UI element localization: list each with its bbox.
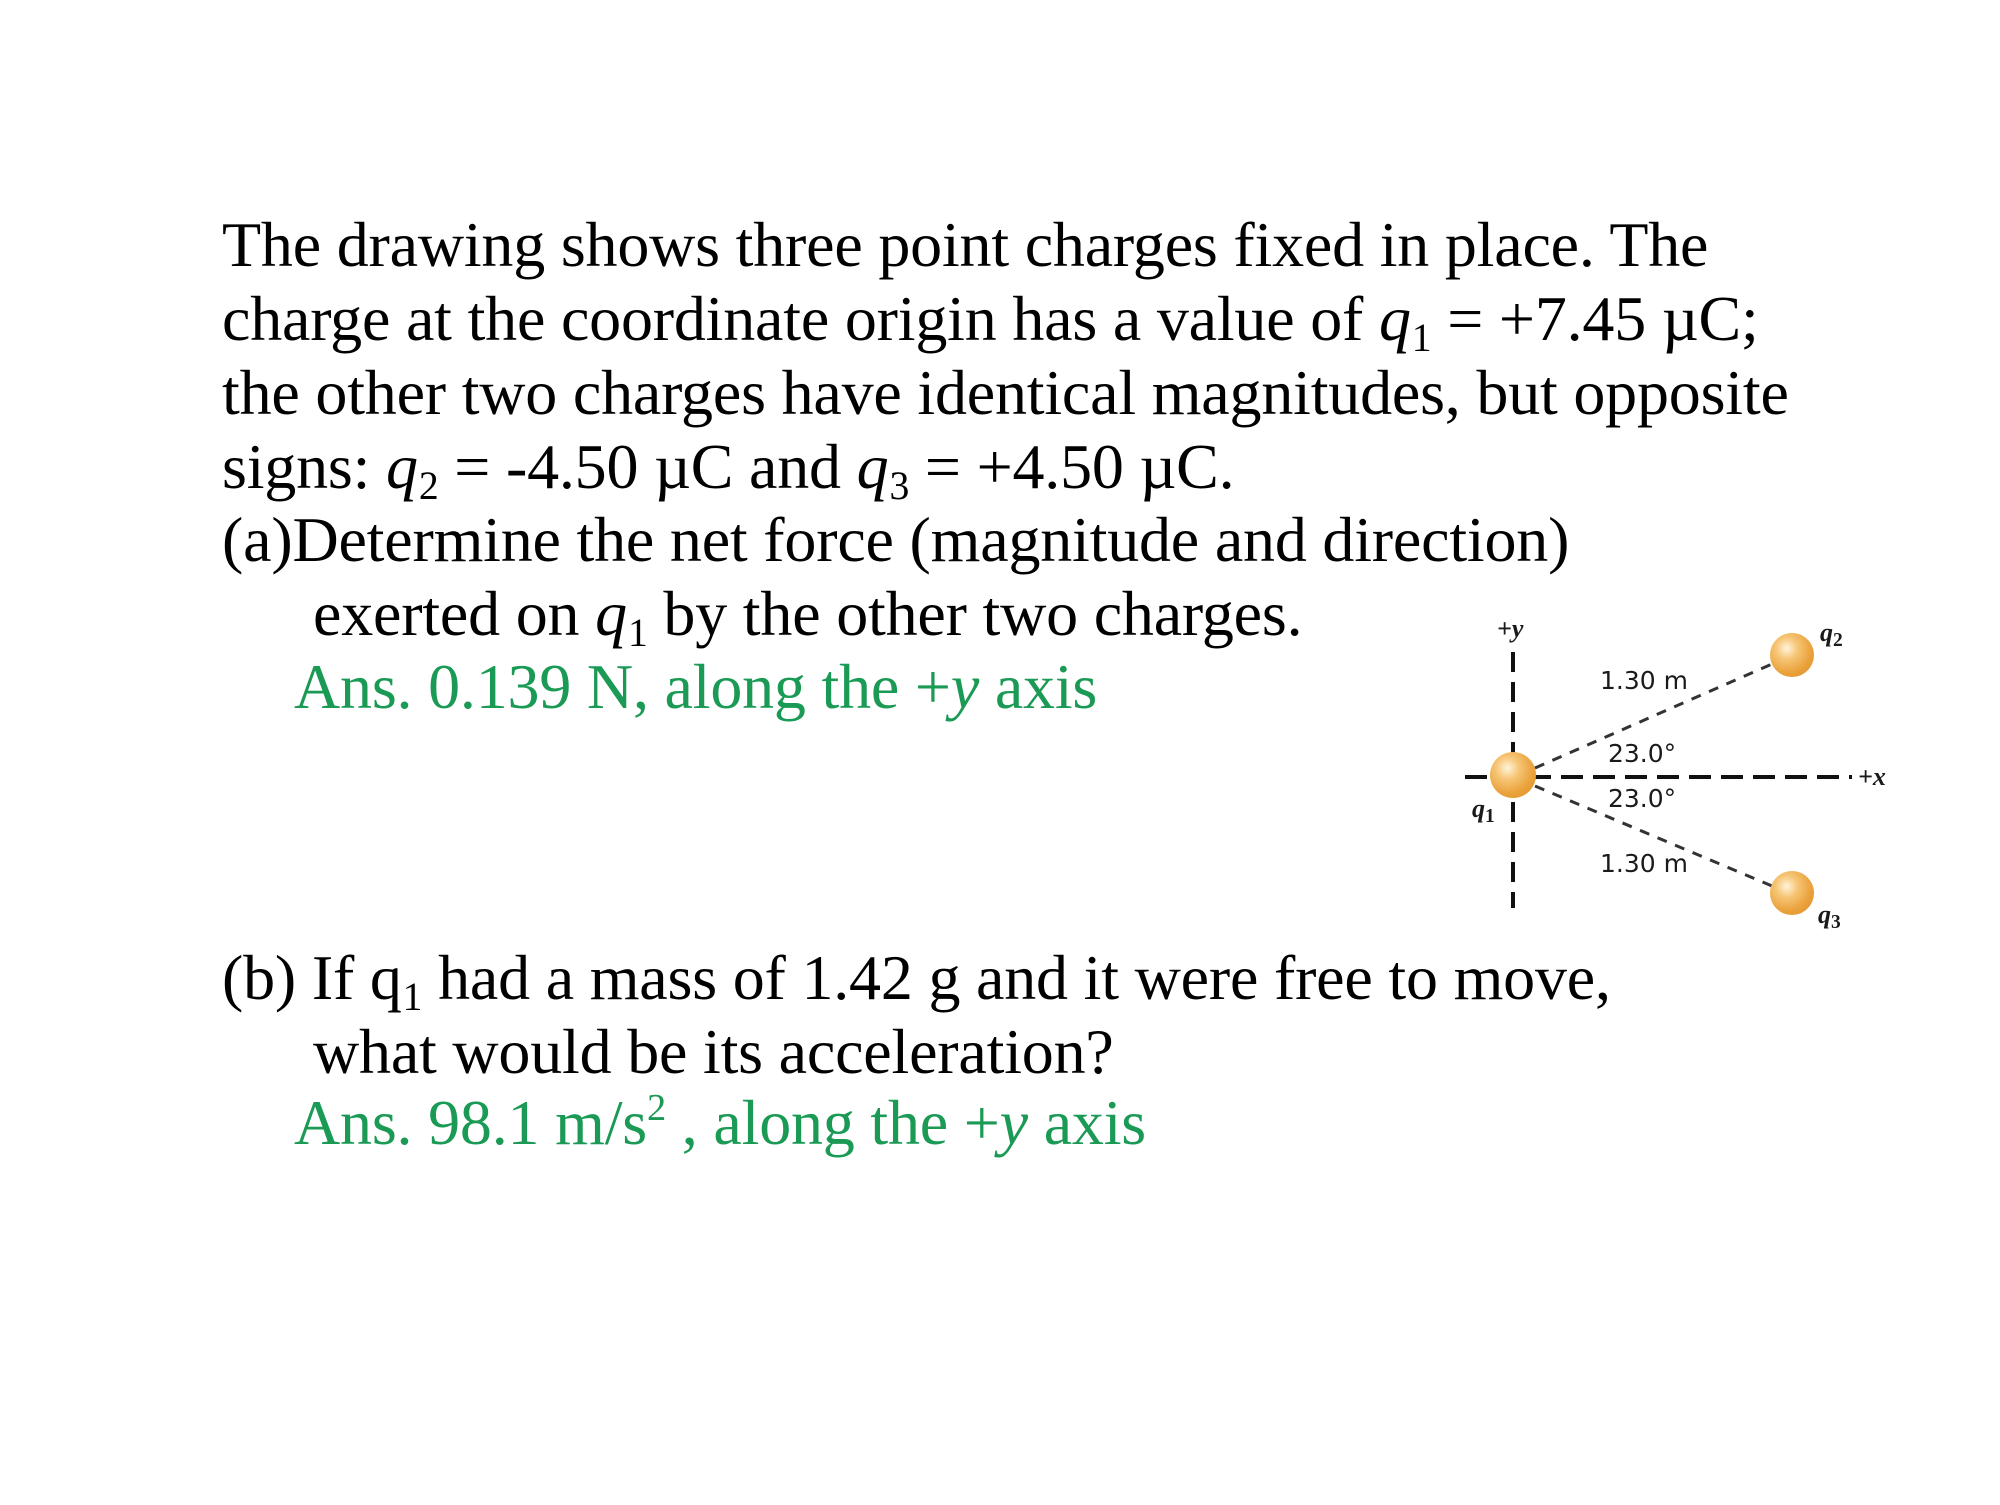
part-b-question-text-2: had a mass of 1.42 g and it were free to move, [422, 942, 1611, 1013]
q1-label [1472, 794, 1495, 827]
intro-line-2-text: charge at the coordinate origin has a value of [222, 283, 1364, 354]
part-a-answer-axis: y [950, 651, 980, 722]
part-a-label: (a) [222, 504, 293, 575]
q1-label-letter: q [1472, 794, 1485, 823]
angle-label-upper: 23.0° [1608, 739, 1677, 768]
part-b-answer-mid: , along the + [666, 1087, 1000, 1158]
part-b-question-text-1: If q [311, 942, 402, 1013]
q1-value: = +7.45 µC; [1447, 283, 1759, 354]
q2-value: = -4.50 µC and [454, 431, 841, 502]
part-a-answer-text: Ans. 0.139 N, along the + [294, 651, 951, 722]
part-b-question-text-3: what would be its acceleration? [313, 1016, 1114, 1087]
part-a-question-text-2: exerted on [313, 578, 580, 649]
q1-label-subscript: 1 [1485, 805, 1495, 827]
q2-label [1820, 618, 1843, 651]
q1-symbol-letter: q [1378, 283, 1411, 354]
distance-label-lower: 1.30 m [1600, 849, 1688, 878]
charge-q1 [1490, 752, 1536, 798]
q3-subscript: 3 [889, 464, 910, 509]
part-a-q1-letter: q [595, 578, 627, 649]
angle-label-lower: 23.0° [1608, 784, 1677, 813]
part-a-answer-suffix: axis [979, 651, 1098, 722]
part-b-q1-subscript: 1 [402, 975, 423, 1020]
q3-label-letter: q [1818, 900, 1831, 929]
x-axis-label: +x [1858, 762, 1886, 791]
intro-line-1-text: The drawing shows three point charges fixed in place. The [222, 209, 1709, 280]
part-b-answer-axis: y [999, 1087, 1028, 1158]
q2-symbol-letter: q [386, 431, 418, 502]
intro-line-3-text: the other two charges have identical magnitudes, but opposite [222, 357, 1789, 428]
part-a-question-text-1: Determine the net force (magnitude and direction) [292, 504, 1570, 575]
q2-subscript: 2 [418, 464, 439, 509]
charge-q2 [1770, 633, 1814, 677]
q3-value: = +4.50 µC. [924, 431, 1235, 502]
q3-label-subscript: 3 [1831, 911, 1841, 933]
distance-label-upper: 1.30 m [1600, 666, 1688, 695]
q1-subscript: 1 [1411, 316, 1432, 361]
q3-label [1818, 900, 1841, 933]
part-a-question-text-3: by the other two charges. [663, 578, 1303, 649]
part-b-answer-text: Ans. 98.1 m/s [294, 1087, 647, 1158]
part-a-q1-subscript: 1 [627, 611, 648, 656]
part-b-answer-exponent: 2 [647, 1087, 666, 1130]
charge-q3 [1770, 871, 1814, 915]
part-b-label: (b) [222, 942, 297, 1013]
y-axis-label: +y [1497, 614, 1524, 643]
q3-symbol-letter: q [856, 431, 889, 502]
q2-label-subscript: 2 [1833, 629, 1843, 651]
q2-label-letter: q [1820, 618, 1833, 647]
intro-line-4-text: signs: [222, 431, 371, 502]
part-b-answer-suffix: axis [1027, 1087, 1146, 1158]
